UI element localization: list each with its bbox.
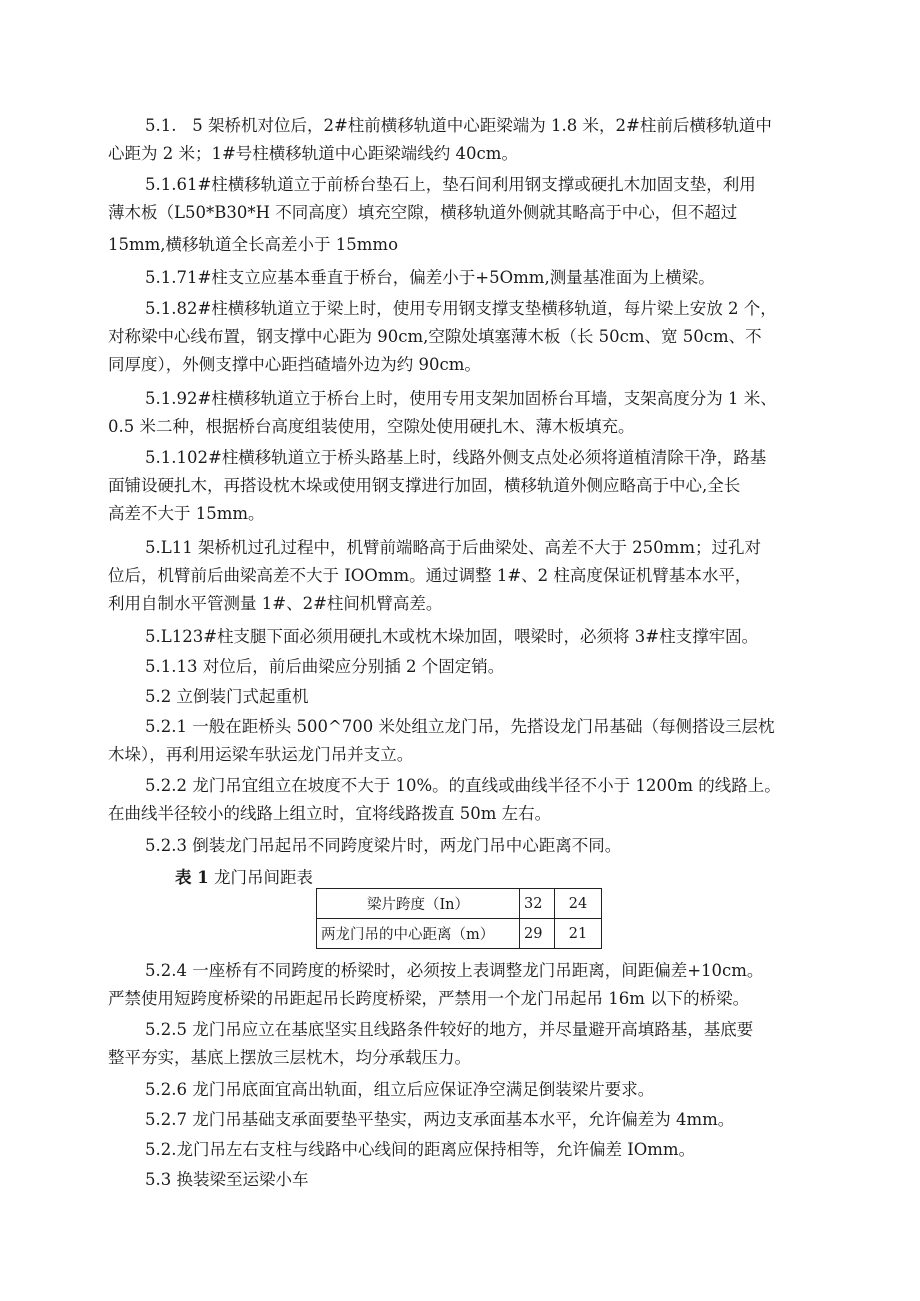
paragraph-5-1-5: 5.1. 5 架桥机对位后，2#柱前横移轨道中心距梁端为 1.8 米，2#柱前后横移轨道中 心距为 2 米；1#号柱横移轨道中心距梁端线约 40cm。 — [108, 116, 772, 163]
table-row — [317, 919, 602, 949]
table-row-label: 两龙门吊的中心距离（m） — [317, 919, 520, 949]
paragraph-5-2-4: 5.2.4 一座桥有不同跨度的桥梁时，必须按上表调整龙门吊距离，间距偏差+10cm。 严禁使用短跨度桥梁的吊距起吊长跨度桥梁，严禁用一个龙门吊起吊 16m 以下的桥梁。 — [108, 961, 764, 1008]
paragraph-5-2-7: 5.2.7 龙门吊基础支承面要垫平垫实，两边支承面基本水平，允许偏差为 4mm。 — [145, 1110, 735, 1129]
paragraph-5-1-8: 5.1.82#柱横移轨道立于梁上时，使用专用钢支撑支垫横移轨道，每片梁上安放 2 个， 对称梁中心线布置，钢支撑中心距为 90cm,空隙处填塞薄木板（长 50cm、宽 50cm、不 同厚度），外侧支撑中心距挡碴墙外边为约 90cm。 — [108, 299, 777, 374]
paragraph-5-1-9: 5.1.92#柱横移轨道立于桥台上时，使用专用支架加固桥台耳墙，支架高度分为 1 米、 0.5 米二种，根据桥台高度组装使用，空隙处使用硬扎木、薄木板填充。 — [108, 389, 777, 436]
paragraph-5-1-12: 5.L123#柱支腿下面必须用硬扎木或枕木垛加固，喂梁时，必须将 3#柱支撑牢固。 — [145, 627, 759, 646]
gantry-spacing-table — [316, 888, 602, 949]
paragraph-5-2-2: 5.2.2 龙门吊宜组立在坡度不大于 10%。的直线或曲线半径不小于 1200m 的线路上。 在曲线半径较小的线路上组立时，宜将线路拨直 50m 左右。 — [108, 776, 781, 823]
table-cell: 21 — [555, 919, 602, 949]
table-row — [317, 889, 602, 919]
paragraph-5-2-3: 5.2.3 倒装龙门吊起吊不同跨度梁片时，两龙门吊中心距离不同。 — [145, 836, 622, 855]
paragraph-5-2-5: 5.2.5 龙门吊应立在基底坚实且线路条件较好的地方，并尽量避开高填路基，基底要 整平夯实，基底上摆放三层枕木，均分承载压力。 — [108, 1020, 754, 1067]
section-heading-5-2: 5.2 立倒装门式起重机 — [145, 687, 309, 706]
table-number: 表 1 — [175, 868, 209, 887]
paragraph-5-1-6: 5.1.61#柱横移轨道立于前桥台垫石上，垫石间利用钢支撑或硬扎木加固支垫，利用 薄木板（L50*B30*H 不同高度）填充空隙，横移轨道外侧就其略高于中心，但不超过 15mm,横移轨道全长高差小于 15mmo — [108, 175, 756, 254]
table-cell: 24 — [555, 889, 602, 919]
section-heading-5-3: 5.3 换装梁至运梁小车 — [145, 1170, 309, 1189]
paragraph-5-1-10: 5.1.102#柱横移轨道立于桥头路基上时，线路外侧支点处必须将道植清除干净，路基 面铺设硬扎木，再搭设枕木垛或使用钢支撑进行加固，横移轨道外侧应略高于中心,全长 高差不大于 15mm。 — [108, 448, 767, 523]
table-cell: 29 — [520, 919, 555, 949]
paragraph-5-1-11: 5.L11 架桥机过孔过程中，机臂前端略高于后曲梁处、高差不大于 250mm；过孔对 位后，机臂前后曲梁高差不大于 IOOmm。通过调整 1#、2 柱高度保证机臂基本水平， 利用自制水平管测量 1#、2#柱间机臂高差。 — [108, 538, 761, 613]
paragraph-5-2-1: 5.2.1 一般在距桥头 500^700 米处组立龙门吊，先搭设龙门吊基础（每侧搭设三层枕 木垛），再利用运梁车驮运龙门吊并支立。 — [108, 717, 775, 764]
table-cell: 32 — [520, 889, 555, 919]
paragraph-5-1-13: 5.1.13 对位后，前后曲梁应分别插 2 个固定销。 — [145, 657, 505, 676]
table-title: 龙门吊间距表 — [208, 868, 313, 887]
paragraph-5-2-6: 5.2.6 龙门吊底面宜高出轨面，组立后应保证净空满足倒装梁片要求。 — [145, 1080, 655, 1099]
paragraph-5-1-7: 5.1.71#柱支立应基本垂直于桥台，偏差小于+5Omm,测量基准面为上横梁。 — [145, 268, 715, 287]
paragraph-5-2-8: 5.2.龙门吊左右支柱与线路中心线间的距离应保持相等，允许偏差 IOmm。 — [145, 1140, 696, 1159]
table-row-label: 梁片跨度（In） — [317, 889, 520, 919]
table-caption — [175, 864, 313, 892]
